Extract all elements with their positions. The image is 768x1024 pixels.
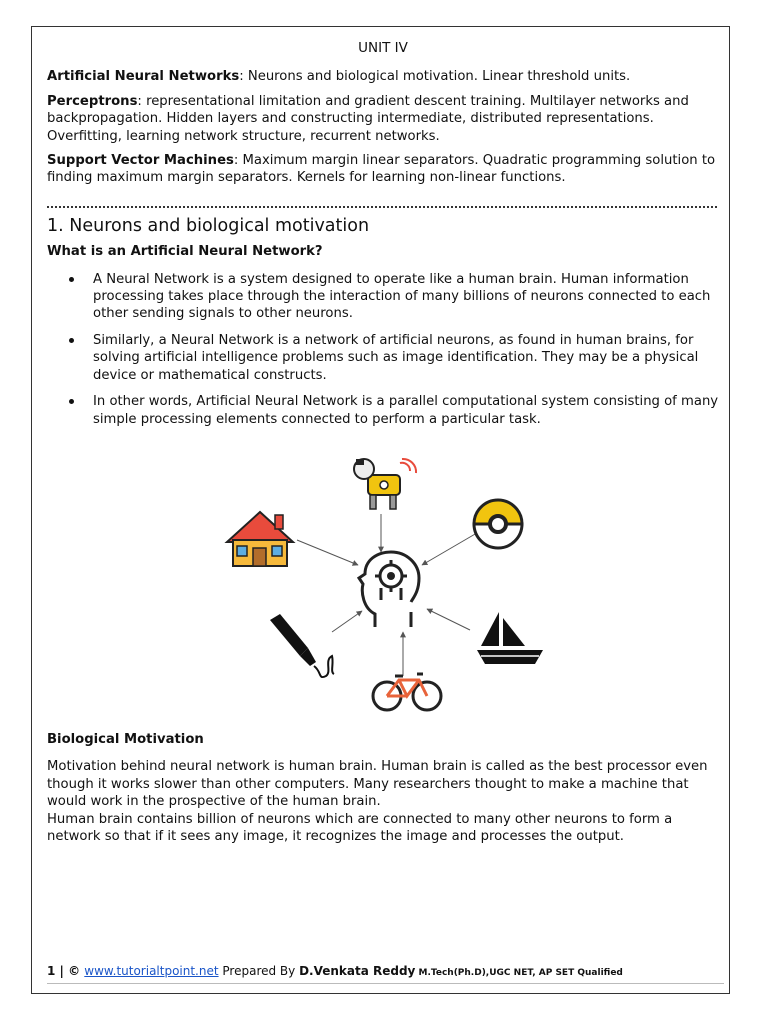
sailboat-icon: [477, 612, 543, 664]
house-icon: [227, 512, 293, 566]
head-gear-icon: [359, 552, 419, 627]
fountain-pen-icon: [270, 614, 334, 677]
list-item: Similarly, a Neural Network is a network of artificial neurons, as found in human brains, for solving artificial intelligence problems such as image identification. They may be a physical device or mathematical constructs.: [47, 332, 719, 384]
author-quals: M.Tech(Ph.D),UGC NET, AP SET Qualified: [415, 968, 623, 978]
bullet-icon: [69, 399, 74, 404]
connection-arrows: [297, 514, 482, 676]
syllabus-ann: Artificial Neural Networks: Neurons and biological motivation. Linear threshold units.: [47, 69, 631, 85]
bullet-icon: [69, 338, 74, 343]
bicycle-icon: [373, 674, 441, 710]
bio-paragraph: Human brain contains billion of neurons which are connected to many other neurons to form a network so that if it sees any image, it recognizes the image and processes the output.: [47, 811, 673, 845]
robot-dog-icon: [354, 459, 416, 509]
list-item: In other words, Artificial Neural Network is a parallel computational system consisting of many simple processing elements connected to perform a particular task.: [47, 393, 719, 428]
page-content: [47, 40, 719, 437]
pokeball-icon: [474, 500, 522, 548]
bio-paragraph: Motivation behind neural network is human brain. Human brain is called as the best processor even though it works slower than other computers. Many researchers thought to make a machine that would work in the prospective of the human brain.: [47, 759, 708, 810]
list-item: A Neural Network is a system designed to operate like a human brain. Human information processing takes place through the interaction of many billions of neurons connected to each other sending signals to other neurons.: [47, 271, 719, 323]
page-number: 1: [47, 964, 56, 978]
bullet-list: [47, 271, 719, 428]
page-footer: 1 | © www.tutorialtpoint.net Prepared By D.Venkata Reddy M.Tech(Ph.D),UGC NET, AP SET Qualified: [47, 964, 623, 978]
footer-line: [47, 983, 724, 984]
bullet-icon: [69, 277, 74, 282]
syllabus-perceptrons: Perceptrons: representational limitation and gradient descent training. Multilayer networks and backpropagation. Hidden layers and constructing intermediate, distributed representations. Overfitting, learning network structure, recurrent networks.: [47, 93, 689, 144]
dotted-divider: [47, 194, 717, 208]
bio-heading: Biological Motivation: [47, 732, 204, 747]
subheading: What is an Artificial Neural Network?: [47, 244, 323, 260]
biological-motivation: [47, 731, 719, 845]
unit-title: UNIT IV: [358, 40, 408, 56]
section-heading: 1. Neurons and biological motivation: [47, 215, 370, 236]
neural-network-figure: [215, 452, 555, 717]
syllabus-svm: Support Vector Machines: Maximum margin linear separators. Quadratic programming solution to finding maximum margin separators. Kernels for learning non-linear functions.: [47, 153, 716, 186]
author-name: D.Venkata Reddy: [299, 964, 416, 978]
site-link[interactable]: www.tutorialtpoint.net: [84, 964, 219, 978]
